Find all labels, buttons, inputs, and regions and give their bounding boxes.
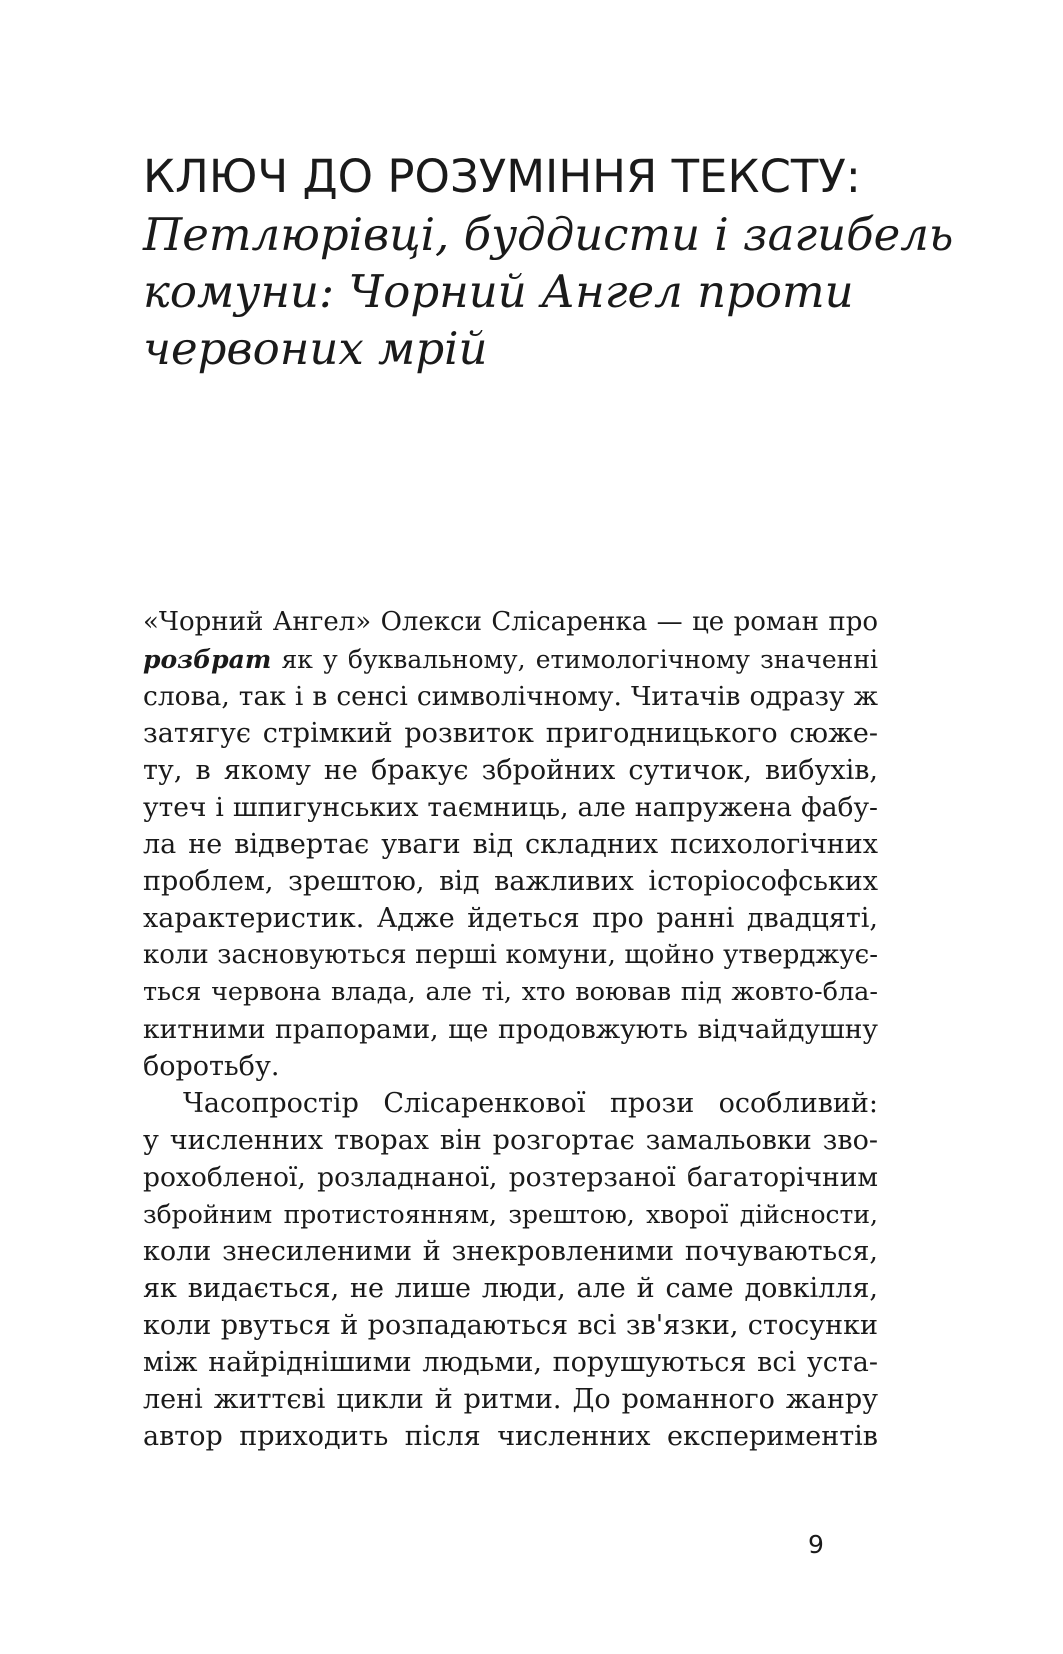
text-line: китними прапорами, ще продовжують відчайдушну	[143, 1014, 878, 1045]
text-line: між найріднішими людьми, порушуються всі уста-	[143, 1347, 878, 1378]
text-line: автор приходить після численних експериментів	[143, 1421, 878, 1452]
chapter-heading	[143, 148, 954, 377]
body-text	[143, 604, 878, 1455]
paragraph-1	[143, 604, 878, 1085]
text-line: ла не відвертає уваги від складних психологічних	[143, 829, 878, 860]
text-line	[143, 641, 878, 678]
text-line: у численних творах він розгортає замальовки зво-	[143, 1125, 878, 1156]
text-line: слова, так і в сенсі символічному. Читачів одразу ж	[143, 681, 878, 712]
text-line: збройним протистоянням, зрештою, хворої дійсности,	[143, 1200, 878, 1229]
text-line: утеч і шпигунських таємниць, але напружена фабу-	[143, 792, 878, 823]
text-line: як видається, не лише люди, але й саме довкілля,	[143, 1273, 878, 1304]
page-number: 9	[808, 1530, 824, 1559]
text-line: боротьбу.	[143, 1051, 280, 1082]
text-line-rest: як у буквальному, етимологічному значенні	[281, 645, 878, 674]
text-line: рохобленої, розладнаної, розтерзаної багаторічним	[143, 1162, 878, 1193]
heading-caps-line: КЛЮЧ ДО РОЗУМІННЯ ТЕКСТУ:	[143, 150, 861, 203]
text-line: затягує стрімкий розвиток пригодницького сюже-	[143, 718, 878, 749]
text-line: характеристик. Адже йдеться про ранні двадцяті,	[143, 903, 878, 934]
text-line: коли засновуються перші комуни, щойно утверджує-	[143, 940, 878, 970]
text-line: коли рвуться й розпадаються всі зв'язки, стосунки	[143, 1310, 878, 1341]
emphasized-word: розбрат	[143, 645, 272, 674]
text-line: ться червона влада, але ті, хто воював під жовто-бла-	[143, 977, 878, 1007]
heading-italic-line: червоних мрій	[143, 322, 488, 375]
text-line: проблем, зрештою, від важливих історіософських	[143, 866, 878, 897]
paragraph-2	[143, 1085, 878, 1455]
heading-italic-line: комуни: Чорний Ангел проти	[143, 265, 854, 318]
text-line: «Чорний Ангел» Олекси Слісаренка — це роман про	[143, 607, 878, 637]
text-line: коли знесиленими й знекровленими почуваються,	[143, 1236, 878, 1267]
text-line: Часопростір Слісаренкової прози особливий:	[183, 1088, 878, 1119]
text-line: лені життєві цикли й ритми. До романного жанру	[143, 1384, 878, 1415]
heading-italic-line: Петлюрівці, буддисти і загибель	[143, 208, 954, 261]
text-line: ту, в якому не бракує збройних сутичок, вибухів,	[143, 755, 878, 786]
